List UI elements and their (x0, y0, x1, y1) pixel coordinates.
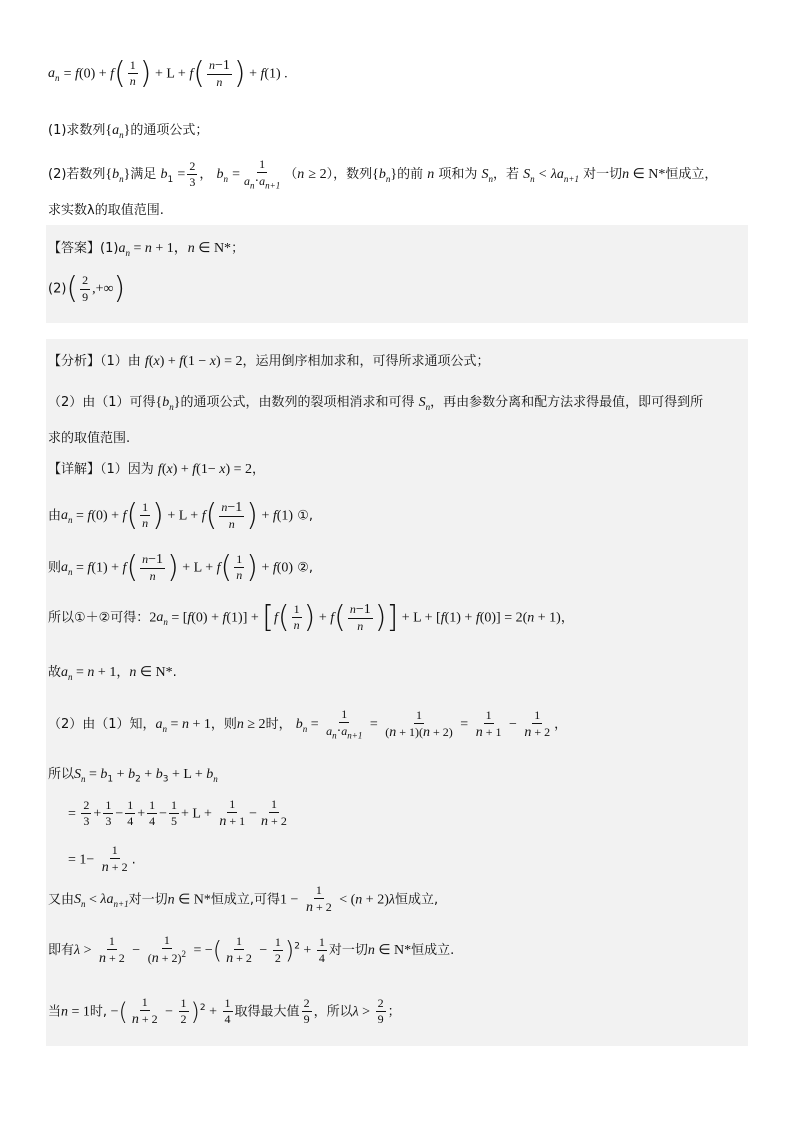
analysis-label: 【分析】 (48, 354, 101, 369)
detail-line1: 【详解】（1）因为 f(x) + f(1− x) = 2， (48, 462, 266, 477)
detail-line10: 又由$S_n < \lambda a_{n+1}$对一切n ∈ N*恒成立,可得1 − $\frac{1}{n + 2}$ < (n + 2)λ恒成立, (48, 883, 439, 916)
formula-an: $a_n = f(0) + f$( $\frac{1}{n}$ ) + L + f( $\frac{n-1}{n}$ ) + f(1) . (48, 55, 288, 91)
analysis-line2: （2）由（1）可得$\{b_n\}$的通项公式，由数列的裂项相消求和可得 $S_n$，再由参数分离和配方法求得最值，即可得到所 (48, 395, 704, 412)
detail-line3: 则$a_n = f(1) + f$( $\frac{n-1}{n}$ ) + L + f( $\frac{1}{n}$ ) + f(0) ②, (48, 549, 313, 585)
analysis-line1: 【分析】（1）由 f(x) + f(1 − x) = 2，运用倒序相加求和，可得所求通项公式； (48, 354, 490, 369)
detail-line4: 所以①＋②可得：$2a_n = [f(0) + f(1)] + [f$( $\frac{1}{n}$ ) + f( $\frac{n-1}{n}$ )] + L + [f(1) + f(0)] = 2(n + 1)， (48, 599, 574, 635)
detail-line7: 所以$S_n = b_1 + b_2 + b_3 + L + b_n$ (48, 767, 218, 785)
detail-line2: 由$a_n = f(0) + f$( $\frac{1}{n}$ ) + L + f( $\frac{n-1}{n}$ ) + f(1) ①, (48, 497, 313, 533)
answer-shade (46, 225, 748, 323)
question-part1: (1)求数列$\{a_n\}$的通项公式； (48, 123, 209, 140)
answer-label: 【答案】 (48, 241, 101, 256)
detail-line9: = 1− $\frac{1}{n + 2}$ . (68, 843, 136, 876)
detail-line12: 当n = 1时, −( $\frac{1}{n + 2}$ − $\frac{1}{2}$ )$^2$ + $\frac{1}{4}$ 取得最大值 $\frac{2}{9}$ ，所以λ > $\frac{2}{9}$ ； (48, 995, 401, 1028)
detail-line5: 故$a_n = n + 1$，n ∈ N*. (48, 665, 177, 682)
detail-line8: = $\frac{2}{3}$ + $\frac{1}{3}$ − $\frac{1}{4}$ + $\frac{1}{4}$ − $\frac{1}{5}$ + L + $\frac{1}{n + 1}$ − $\frac{1}{n + 2}$ (68, 797, 287, 830)
detail-label: 【详解】 (48, 462, 101, 477)
question-part2: (2)若数列$\{b_n\}$满足 $b_1$ = $\frac{2}{3}$ ， $b_n$ = $\frac{1}{a_n\cdot a_{n+1}}$ （n ≥ 2），数列$\{b_n\}$的前 n 项和为 $S_n$，若 $S_n < \lambda a_{n+1}$ 对一切n ∈ N*恒成立， (48, 157, 718, 191)
analysis-line3: 求的取值范围. (48, 431, 131, 446)
answer-line2: (2)( $\frac{2}{9}$ ,+∞) (48, 271, 126, 306)
detail-line6: （2）由（1）知，$a_n = n + 1$，则n ≥ 2时， $b_n$ = $\frac{1}{a_n\cdot a_{n+1}}$ = $\frac{1}{(n + 1)(n + 2)}$ = $\frac{1}{n + 1}$ − $\frac{1}{n + 2}$ ， (48, 707, 568, 741)
question-part2-tail: 求实数λ的取值范围. (48, 203, 164, 218)
answer-line1: 【答案】$(1)a_n = n + 1$，n ∈ N*； (48, 241, 245, 258)
detail-line11: 即有λ > $\frac{1}{n + 2}$ − $\frac{1}{(n + 2)^2}$ = −( $\frac{1}{n + 2}$ − $\frac{1}{2}$ )$^2$ + $\frac{1}{4}$ 对一切n ∈ N*恒成立. (48, 933, 455, 967)
